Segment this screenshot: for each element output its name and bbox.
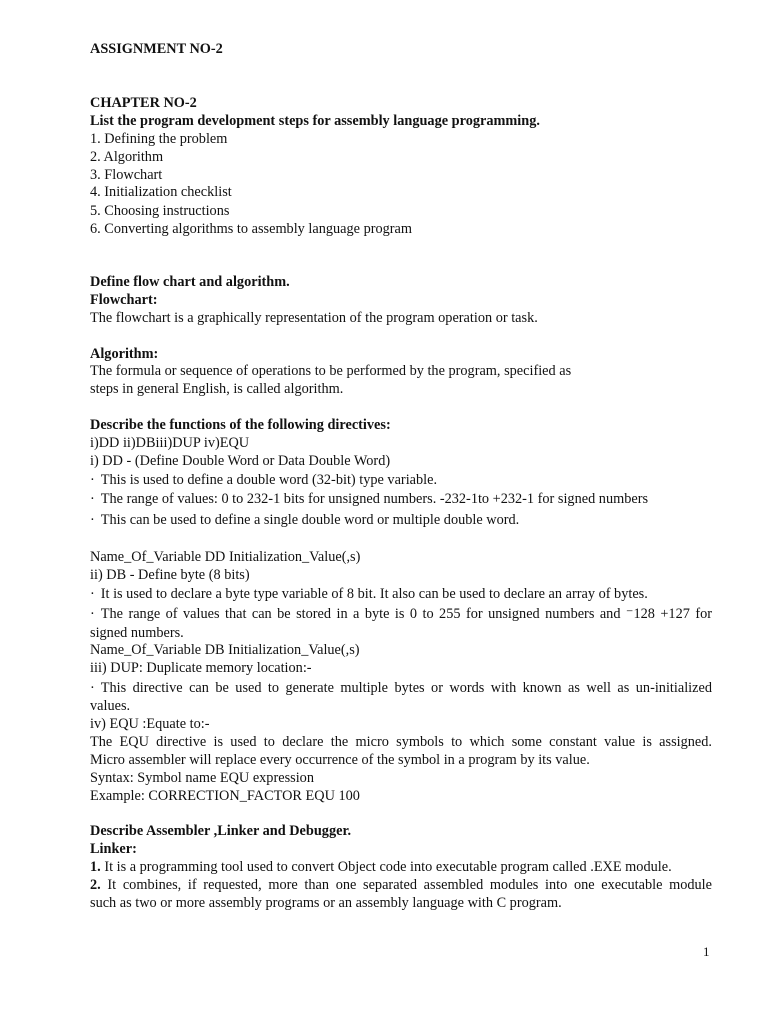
linker-heading: Linker: xyxy=(90,841,137,857)
algorithm-heading: Algorithm: xyxy=(90,346,159,362)
page-number: 1 xyxy=(703,944,710,959)
flowchart-text: The flowchart is a graphically representation of the program operation or task. xyxy=(90,310,538,326)
bullet: · xyxy=(90,586,95,602)
q4-heading: Describe Assembler ,Linker and Debugger. xyxy=(90,823,352,839)
flowchart-heading: Flowchart: xyxy=(90,292,158,308)
db-syntax: Name_Of_Variable DB Initialization_Value(,s) xyxy=(90,642,360,658)
list-item: · This directive can be used to generate multiple bytes or words with known as well as un-initialized xyxy=(90,680,712,696)
equ-example: Example: CORRECTION_FACTOR EQU 100 xyxy=(90,788,360,804)
equ-text-2: Micro assembler will replace every occurrence of the symbol in a program by its value. xyxy=(90,752,590,768)
directives-list: i)DD ii)DBiii)DUP iv)EQU xyxy=(90,435,250,451)
db-heading: ii) DB - Define byte (8 bits) xyxy=(90,567,250,583)
dd-heading: i) DD - (Define Double Word or Data Double Word) xyxy=(90,453,391,469)
list-item: 4. Initialization checklist xyxy=(90,184,232,200)
equ-syntax: Syntax: Symbol name EQU expression xyxy=(90,770,314,786)
list-item: · The range of values that can be stored in a byte is 0 to 255 for unsigned numbers and ⁻128 +127 for xyxy=(90,606,712,622)
list-item: · This is used to define a double word (32-bit) type variable. xyxy=(90,472,438,488)
algorithm-text-2: steps in general English, is called algorithm. xyxy=(90,381,344,397)
list-item: 1. Defining the problem xyxy=(90,131,228,147)
list-item: 6. Converting algorithms to assembly language program xyxy=(90,221,413,237)
assignment-title: ASSIGNMENT NO-2 xyxy=(90,41,223,57)
list-item: · This can be used to define a single double word or multiple double word. xyxy=(90,512,520,528)
list-item: 3. Flowchart xyxy=(90,167,163,183)
equ-text-1: The EQU directive is used to declare the micro symbols to which some constant value is assigned. xyxy=(90,734,712,750)
db-point-2-cont: signed numbers. xyxy=(90,625,184,641)
list-item: 2. Algorithm xyxy=(90,149,164,165)
bullet: · xyxy=(90,680,95,696)
dup-point-cont: values. xyxy=(90,698,131,714)
dup-heading: iii) DUP: Duplicate memory location:- xyxy=(90,660,312,676)
bullet: · xyxy=(90,472,95,488)
linker-point-1: 1. It is a programming tool used to convert Object code into executable program called .EXE module. xyxy=(90,859,672,875)
chapter-title: CHAPTER NO-2 xyxy=(90,95,197,111)
list-item: · It is used to declare a byte type variable of 8 bit. It also can be used to declare an array of bytes. xyxy=(90,586,648,602)
list-item: · The range of values: 0 to 232-1 bits for unsigned numbers. -232-1to +232-1 for signed numbers xyxy=(90,491,649,507)
algorithm-text-1: The formula or sequence of operations to be performed by the program, specified as xyxy=(90,363,572,379)
q1-heading: List the program development steps for assembly language programming. xyxy=(90,113,540,129)
bullet: · xyxy=(90,491,95,507)
q2-heading: Define flow chart and algorithm. xyxy=(90,274,290,290)
list-item: 5. Choosing instructions xyxy=(90,203,230,219)
equ-heading: iv) EQU :Equate to:- xyxy=(90,716,210,732)
q3-heading: Describe the functions of the following directives: xyxy=(90,417,391,433)
bullet: · xyxy=(90,512,95,528)
bullet: · xyxy=(90,606,95,622)
dd-syntax: Name_Of_Variable DD Initialization_Value(,s) xyxy=(90,549,361,565)
linker-point-2: 2. It combines, if requested, more than one separated assembled modules into one executable module xyxy=(90,877,712,893)
linker-point-2-cont: such as two or more assembly programs or an assembly language with C program. xyxy=(90,895,562,911)
